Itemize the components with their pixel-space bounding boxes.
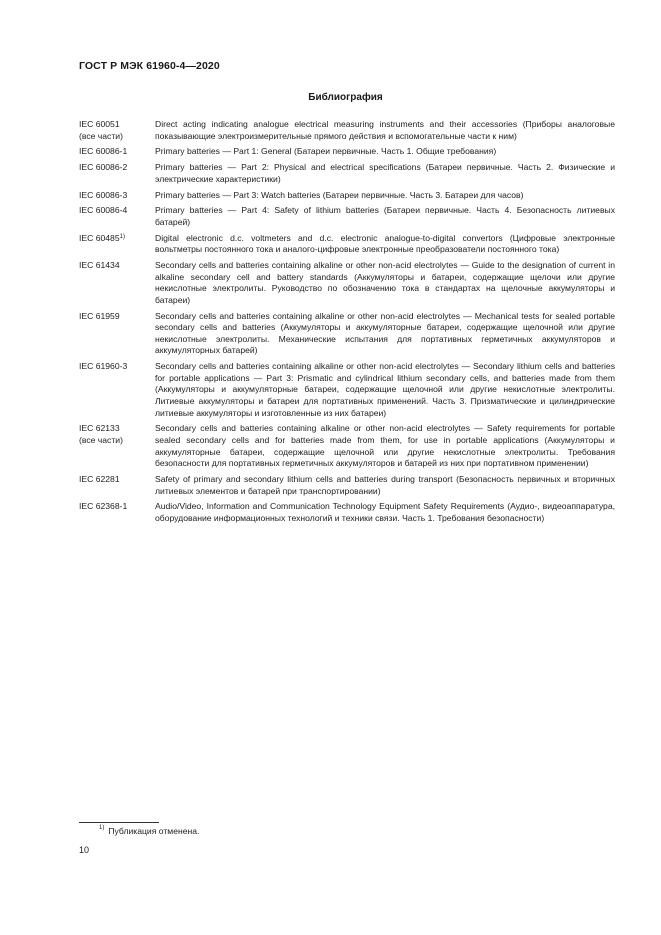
bibliography-title: Библиография <box>308 92 383 103</box>
reference-item <box>79 146 615 158</box>
reference-code-main: IEC 62368-1 <box>79 501 128 512</box>
page-number: 10 <box>79 845 90 855</box>
reference-code-main: IEC 60485 <box>79 232 120 243</box>
footnote <box>99 826 199 836</box>
footnote-reference-marker: 1) <box>119 233 125 240</box>
reference-code-main: IEC 62133 <box>79 423 120 434</box>
reference-code-note: (все части) <box>79 434 123 445</box>
reference-code <box>79 233 155 256</box>
reference-list <box>79 119 615 529</box>
reference-title: Secondary cells and batteries containing alkaline or other non-acid electrolytes — Secondary lithium cells and batteries for portable applications — Part 3: Prismatic and cylindrical lithium secondary cells, and batteries made from them (Аккумуляторы и аккумуляторные батареи, содержащие щелочной или другие некислотные электролиты. Литиевые аккумуляторы и батареи для портативных применений. Часть 3. Призматические и цилиндрические литиевые аккумуляторы и изготовленные из них батареи) <box>155 361 615 418</box>
reference-code-main: IEC 60086-3 <box>79 189 128 200</box>
reference-code <box>79 119 155 142</box>
reference-code-main: IEC 60086-1 <box>79 146 128 157</box>
reference-code-main: IEC 60051 <box>79 119 120 129</box>
reference-code <box>79 162 155 185</box>
reference-code <box>79 146 155 158</box>
reference-item <box>79 260 615 306</box>
reference-item <box>79 190 615 202</box>
reference-item <box>79 311 615 357</box>
footnote-text: Публикация отменена. <box>108 826 200 836</box>
footnote-divider <box>79 822 159 823</box>
reference-code-main: IEC 60086-4 <box>79 205 128 216</box>
reference-title: Secondary cells and batteries containing alkaline or other non-acid electrolytes — Safety requirements for portable sealed secondary cells and for batteries made from them, for use in portable applications (Аккумуляторы и аккумуляторные батареи, содержащие щелочной или другие некислотные электролиты. Требования безопасности для портативных герметичных аккумуляторов и батарей из них при портативном применении) <box>155 423 615 469</box>
reference-code-note: (все части) <box>79 130 123 141</box>
reference-item <box>79 361 615 419</box>
reference-code <box>79 260 155 306</box>
reference-code-main: IEC 61960-3 <box>79 361 128 372</box>
reference-code-main: IEC 60086-2 <box>79 162 128 173</box>
reference-item <box>79 501 615 524</box>
reference-code <box>79 423 155 469</box>
reference-title: Secondary cells and batteries containing alkaline or other non-acid electrolytes — Guide to the designation of current in alkaline secondary cell and battery standards (Аккумуляторы и батареи, содержащие щелочи или другие некислотные электролиты. Руководство по обозначению тока в стандартах на щелочные аккумуляторы и батареи) <box>155 260 615 305</box>
reference-item <box>79 474 615 497</box>
document-header: ГОСТ Р МЭК 61960-4—2020 <box>79 60 220 72</box>
reference-title: Secondary cells and batteries containing alkaline or other non-acid electrolytes — Mechanical tests for sealed portable secondary cells and batteries (Аккумуляторы и аккумуляторные батареи, содержащие щелочной или другие некислотные электролиты. Механические испытания для портативных герметичных аккумуляторов и аккумуляторных батарей) <box>155 310 615 356</box>
reference-title: Digital electronic d.c. voltmeters and d.c. electronic analogue-to-digital convertors (Цифровые электронные вольтметры постоянного тока и аналого-цифровые электронные преобразователи постоянного тока) <box>155 232 615 255</box>
footnote-marker: 1) <box>99 825 105 831</box>
reference-code <box>79 474 155 497</box>
reference-title: Safety of primary and secondary lithium cells and batteries during transport (Безопасность первичных и вторичных литиевых элементов и батарей при транспортировании) <box>155 473 615 496</box>
reference-code-main: IEC 62281 <box>79 473 120 484</box>
reference-title: Direct acting indicating analogue electrical measuring instruments and their accessories (Приборы аналоговые показывающие электроизмерительные прямого действия и вспомогательные части к ним) <box>155 119 615 141</box>
reference-title: Primary batteries — Part 4: Safety of lithium batteries (Батареи первичные. Часть 4. Безопасность литиевых батарей) <box>155 205 615 227</box>
reference-title: Primary batteries — Part 3: Watch batteries (Батареи первичные. Часть 3. Батареи для часов) <box>155 189 524 200</box>
reference-code <box>79 361 155 419</box>
reference-code-main: IEC 61959 <box>79 310 120 321</box>
reference-title: Primary batteries — Part 1: General (Батареи первичные. Часть 1. Общие требования) <box>155 146 497 157</box>
reference-item <box>79 119 615 142</box>
reference-code <box>79 311 155 357</box>
reference-code <box>79 190 155 202</box>
reference-item <box>79 205 615 228</box>
reference-item <box>79 162 615 185</box>
reference-item <box>79 233 615 256</box>
reference-item <box>79 423 615 469</box>
reference-code-main: IEC 61434 <box>79 260 120 271</box>
reference-code <box>79 205 155 228</box>
reference-title: Audio/Video, Information and Communication Technology Equipment Safety Requirements (Аудио-, видеоаппаратура, оборудование информационных технологий и техники связи. Часть 1. Требования безопасности) <box>155 501 615 523</box>
reference-code <box>79 501 155 524</box>
reference-title: Primary batteries — Part 2: Physical and electrical specifications (Батареи первичные. Часть 2. Физические и электрические характеристики) <box>155 162 615 184</box>
